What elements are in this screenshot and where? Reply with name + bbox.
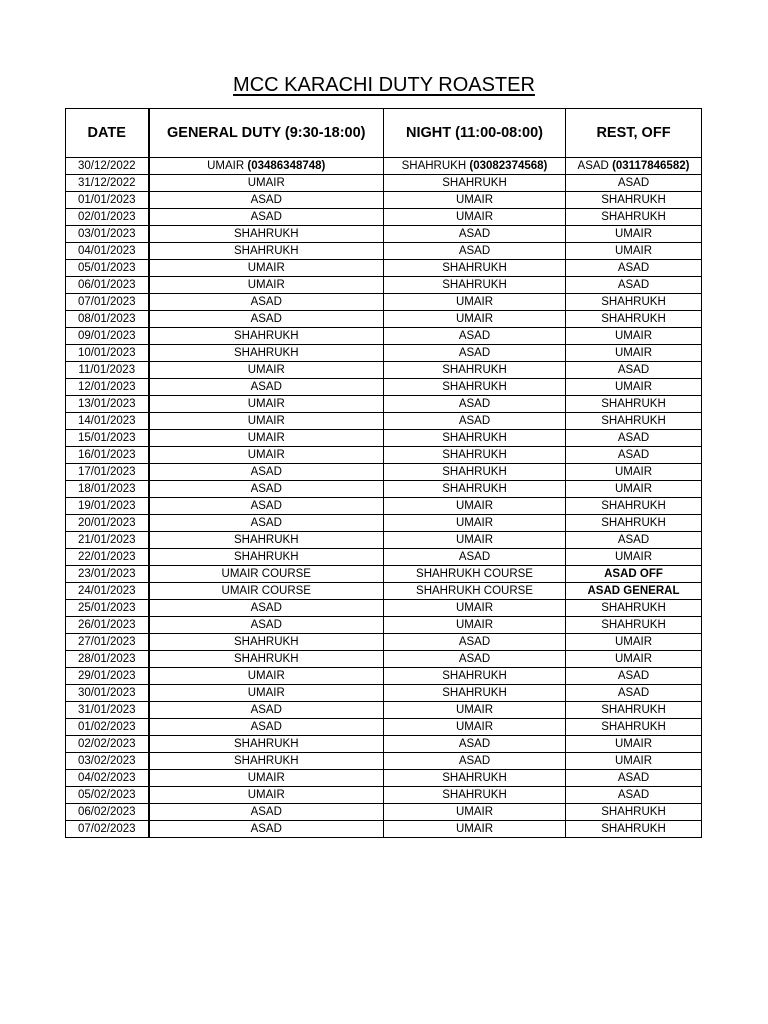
general-duty-cell: ASAD <box>149 719 384 736</box>
night-duty-cell: ASAD <box>384 396 566 413</box>
rest-off-cell: SHAHRUKH <box>566 702 702 719</box>
rest-off-cell: SHAHRUKH <box>566 515 702 532</box>
date-cell: 13/01/2023 <box>66 396 149 413</box>
column-header-rest-off: REST, OFF <box>566 109 702 158</box>
date-cell: 30/12/2022 <box>66 158 149 175</box>
date-cell: 17/01/2023 <box>66 464 149 481</box>
night-duty-cell: UMAIR <box>384 804 566 821</box>
rest-off-cell: SHAHRUKH <box>566 804 702 821</box>
night-duty-cell: ASAD <box>384 345 566 362</box>
rest-off-cell: ASAD <box>566 430 702 447</box>
night-duty-cell: UMAIR <box>384 209 566 226</box>
date-cell: 21/01/2023 <box>66 532 149 549</box>
general-duty-cell: UMAIR <box>149 396 384 413</box>
general-duty-cell: SHAHRUKH <box>149 753 384 770</box>
general-duty-cell: ASAD <box>149 464 384 481</box>
rest-off-cell: ASAD <box>566 260 702 277</box>
general-duty-cell: ASAD <box>149 379 384 396</box>
table-row <box>66 549 702 566</box>
general-duty-cell: ASAD <box>149 804 384 821</box>
date-cell: 28/01/2023 <box>66 651 149 668</box>
rest-off-cell: UMAIR <box>566 328 702 345</box>
date-cell: 20/01/2023 <box>66 515 149 532</box>
table-row <box>66 311 702 328</box>
rest-off-cell: SHAHRUKH <box>566 311 702 328</box>
table-body <box>66 158 702 838</box>
date-cell: 09/01/2023 <box>66 328 149 345</box>
table-row <box>66 532 702 549</box>
table-row <box>66 260 702 277</box>
rest-off-cell: ASAD GENERAL <box>566 583 702 600</box>
table-row <box>66 379 702 396</box>
date-cell: 05/02/2023 <box>66 787 149 804</box>
date-cell: 30/01/2023 <box>66 685 149 702</box>
date-cell: 16/01/2023 <box>66 447 149 464</box>
night-duty-cell: ASAD <box>384 736 566 753</box>
date-cell: 24/01/2023 <box>66 583 149 600</box>
table-row <box>66 328 702 345</box>
table-row <box>66 770 702 787</box>
night-duty-cell: UMAIR <box>384 702 566 719</box>
table-row <box>66 209 702 226</box>
staff-phone: (03082374568) <box>469 160 548 172</box>
night-duty-cell: UMAIR <box>384 498 566 515</box>
general-duty-cell: ASAD <box>149 600 384 617</box>
night-duty-cell: ASAD <box>384 651 566 668</box>
night-duty-cell: UMAIR <box>384 600 566 617</box>
general-duty-cell <box>149 158 384 175</box>
rest-off-cell: UMAIR <box>566 379 702 396</box>
table-row <box>66 617 702 634</box>
rest-off-cell: ASAD <box>566 362 702 379</box>
column-header-general-duty: GENERAL DUTY (9:30-18:00) <box>149 109 384 158</box>
rest-off-cell: SHAHRUKH <box>566 413 702 430</box>
night-duty-cell: UMAIR <box>384 311 566 328</box>
table-row <box>66 736 702 753</box>
night-duty-cell: ASAD <box>384 243 566 260</box>
staff-name: ASAD <box>577 160 609 172</box>
night-duty-cell: SHAHRUKH <box>384 668 566 685</box>
general-duty-cell: ASAD <box>149 498 384 515</box>
general-duty-cell: SHAHRUKH <box>149 345 384 362</box>
night-duty-cell: UMAIR <box>384 532 566 549</box>
night-duty-cell: SHAHRUKH <box>384 787 566 804</box>
table-row <box>66 719 702 736</box>
night-duty-cell: SHAHRUKH <box>384 685 566 702</box>
date-cell: 25/01/2023 <box>66 600 149 617</box>
date-cell: 02/02/2023 <box>66 736 149 753</box>
table-row <box>66 243 702 260</box>
night-duty-cell: SHAHRUKH <box>384 447 566 464</box>
date-cell: 01/01/2023 <box>66 192 149 209</box>
night-duty-cell: SHAHRUKH COURSE <box>384 566 566 583</box>
night-duty-cell: UMAIR <box>384 192 566 209</box>
night-duty-cell: SHAHRUKH <box>384 770 566 787</box>
rest-off-cell: SHAHRUKH <box>566 821 702 838</box>
night-duty-cell: SHAHRUKH <box>384 175 566 192</box>
general-duty-cell: ASAD <box>149 481 384 498</box>
rest-off-cell <box>566 158 702 175</box>
table-row <box>66 515 702 532</box>
date-cell: 03/01/2023 <box>66 226 149 243</box>
date-cell: 22/01/2023 <box>66 549 149 566</box>
general-duty-cell: ASAD <box>149 821 384 838</box>
rest-off-cell: SHAHRUKH <box>566 719 702 736</box>
night-duty-cell: SHAHRUKH <box>384 430 566 447</box>
table-row <box>66 362 702 379</box>
general-duty-cell: SHAHRUKH <box>149 532 384 549</box>
rest-off-cell: UMAIR <box>566 753 702 770</box>
rest-off-cell: ASAD OFF <box>566 566 702 583</box>
table-row <box>66 583 702 600</box>
table-row <box>66 634 702 651</box>
rest-off-cell: ASAD <box>566 685 702 702</box>
rest-off-cell: ASAD <box>566 668 702 685</box>
rest-off-cell: ASAD <box>566 175 702 192</box>
general-duty-cell: SHAHRUKH <box>149 243 384 260</box>
date-cell: 03/02/2023 <box>66 753 149 770</box>
general-duty-cell: ASAD <box>149 515 384 532</box>
rest-off-cell: UMAIR <box>566 464 702 481</box>
night-duty-cell: UMAIR <box>384 294 566 311</box>
table-row <box>66 430 702 447</box>
table-row <box>66 175 702 192</box>
date-cell: 12/01/2023 <box>66 379 149 396</box>
page-title: MCC KARACHI DUTY ROASTER <box>233 74 535 96</box>
general-duty-cell: SHAHRUKH <box>149 328 384 345</box>
general-duty-cell: UMAIR <box>149 770 384 787</box>
date-cell: 31/12/2022 <box>66 175 149 192</box>
table-row <box>66 464 702 481</box>
date-cell: 06/01/2023 <box>66 277 149 294</box>
rest-off-cell: ASAD <box>566 787 702 804</box>
table-row <box>66 498 702 515</box>
night-duty-cell: ASAD <box>384 634 566 651</box>
general-duty-cell: SHAHRUKH <box>149 549 384 566</box>
general-duty-cell: ASAD <box>149 192 384 209</box>
general-duty-cell: UMAIR <box>149 685 384 702</box>
date-cell: 19/01/2023 <box>66 498 149 515</box>
date-cell: 10/01/2023 <box>66 345 149 362</box>
night-duty-cell: SHAHRUKH <box>384 379 566 396</box>
general-duty-cell: SHAHRUKH <box>149 736 384 753</box>
rest-off-cell: UMAIR <box>566 345 702 362</box>
night-duty-cell: ASAD <box>384 328 566 345</box>
general-duty-cell: ASAD <box>149 617 384 634</box>
night-duty-cell: ASAD <box>384 753 566 770</box>
rest-off-cell: SHAHRUKH <box>566 192 702 209</box>
table-row <box>66 481 702 498</box>
rest-off-cell: SHAHRUKH <box>566 617 702 634</box>
table-row <box>66 396 702 413</box>
rest-off-cell: UMAIR <box>566 549 702 566</box>
rest-off-cell: UMAIR <box>566 243 702 260</box>
general-duty-cell: ASAD <box>149 311 384 328</box>
night-duty-cell: UMAIR <box>384 821 566 838</box>
rest-off-cell: SHAHRUKH <box>566 600 702 617</box>
general-duty-cell: UMAIR COURSE <box>149 583 384 600</box>
table-row <box>66 668 702 685</box>
rest-off-cell: ASAD <box>566 770 702 787</box>
general-duty-cell: ASAD <box>149 294 384 311</box>
night-duty-cell: SHAHRUKH <box>384 481 566 498</box>
general-duty-cell: UMAIR <box>149 260 384 277</box>
night-duty-cell: ASAD <box>384 413 566 430</box>
table-row <box>66 294 702 311</box>
date-cell: 31/01/2023 <box>66 702 149 719</box>
staff-name: SHAHRUKH <box>401 160 467 172</box>
night-duty-cell: SHAHRUKH <box>384 362 566 379</box>
date-cell: 27/01/2023 <box>66 634 149 651</box>
rest-off-cell: SHAHRUKH <box>566 396 702 413</box>
rest-off-cell: SHAHRUKH <box>566 498 702 515</box>
night-duty-cell: ASAD <box>384 549 566 566</box>
general-duty-cell: SHAHRUKH <box>149 634 384 651</box>
night-duty-cell <box>384 158 566 175</box>
rest-off-cell: UMAIR <box>566 481 702 498</box>
date-cell: 04/02/2023 <box>66 770 149 787</box>
rest-off-cell: UMAIR <box>566 226 702 243</box>
rest-off-cell: UMAIR <box>566 651 702 668</box>
date-cell: 18/01/2023 <box>66 481 149 498</box>
night-duty-cell: UMAIR <box>384 719 566 736</box>
date-cell: 11/01/2023 <box>66 362 149 379</box>
rest-off-cell: SHAHRUKH <box>566 294 702 311</box>
date-cell: 05/01/2023 <box>66 260 149 277</box>
table-row <box>66 753 702 770</box>
rest-off-cell: ASAD <box>566 447 702 464</box>
date-cell: 02/01/2023 <box>66 209 149 226</box>
rest-off-cell: ASAD <box>566 277 702 294</box>
staff-phone: (03117846582) <box>612 160 690 172</box>
table-row <box>66 685 702 702</box>
rest-off-cell: UMAIR <box>566 634 702 651</box>
table-row <box>66 651 702 668</box>
general-duty-cell: UMAIR <box>149 413 384 430</box>
date-cell: 06/02/2023 <box>66 804 149 821</box>
general-duty-cell: ASAD <box>149 209 384 226</box>
general-duty-cell: UMAIR <box>149 787 384 804</box>
date-cell: 01/02/2023 <box>66 719 149 736</box>
column-header-night: NIGHT (11:00-08:00) <box>384 109 566 158</box>
duty-roster-table <box>65 108 702 838</box>
night-duty-cell: ASAD <box>384 226 566 243</box>
night-duty-cell: SHAHRUKH <box>384 260 566 277</box>
general-duty-cell: SHAHRUKH <box>149 226 384 243</box>
general-duty-cell: UMAIR <box>149 362 384 379</box>
rest-off-cell: ASAD <box>566 532 702 549</box>
night-duty-cell: SHAHRUKH <box>384 464 566 481</box>
table-row <box>66 600 702 617</box>
rest-off-cell: SHAHRUKH <box>566 209 702 226</box>
night-duty-cell: UMAIR <box>384 617 566 634</box>
night-duty-cell: SHAHRUKH <box>384 277 566 294</box>
date-cell: 08/01/2023 <box>66 311 149 328</box>
table-row <box>66 787 702 804</box>
table-row <box>66 413 702 430</box>
date-cell: 15/01/2023 <box>66 430 149 447</box>
table-row <box>66 702 702 719</box>
night-duty-cell: SHAHRUKH COURSE <box>384 583 566 600</box>
general-duty-cell: UMAIR <box>149 447 384 464</box>
date-cell: 14/01/2023 <box>66 413 149 430</box>
night-duty-cell: UMAIR <box>384 515 566 532</box>
date-cell: 23/01/2023 <box>66 566 149 583</box>
general-duty-cell: ASAD <box>149 702 384 719</box>
general-duty-cell: UMAIR <box>149 277 384 294</box>
staff-phone: (03486348748) <box>247 160 326 172</box>
table-row <box>66 804 702 821</box>
table-header <box>66 109 702 158</box>
table-row <box>66 345 702 362</box>
date-cell: 29/01/2023 <box>66 668 149 685</box>
general-duty-cell: UMAIR <box>149 175 384 192</box>
general-duty-cell: UMAIR <box>149 668 384 685</box>
table-row <box>66 821 702 838</box>
general-duty-cell: UMAIR <box>149 430 384 447</box>
general-duty-cell: SHAHRUKH <box>149 651 384 668</box>
column-header-date: DATE <box>66 109 149 158</box>
staff-name: UMAIR <box>207 160 245 172</box>
date-cell: 04/01/2023 <box>66 243 149 260</box>
date-cell: 07/02/2023 <box>66 821 149 838</box>
table-row <box>66 226 702 243</box>
table-row <box>66 158 702 175</box>
table-row <box>66 192 702 209</box>
table-row <box>66 566 702 583</box>
header-row <box>66 109 702 158</box>
date-cell: 07/01/2023 <box>66 294 149 311</box>
table-row <box>66 447 702 464</box>
table-row <box>66 277 702 294</box>
date-cell: 26/01/2023 <box>66 617 149 634</box>
rest-off-cell: UMAIR <box>566 736 702 753</box>
general-duty-cell: UMAIR COURSE <box>149 566 384 583</box>
